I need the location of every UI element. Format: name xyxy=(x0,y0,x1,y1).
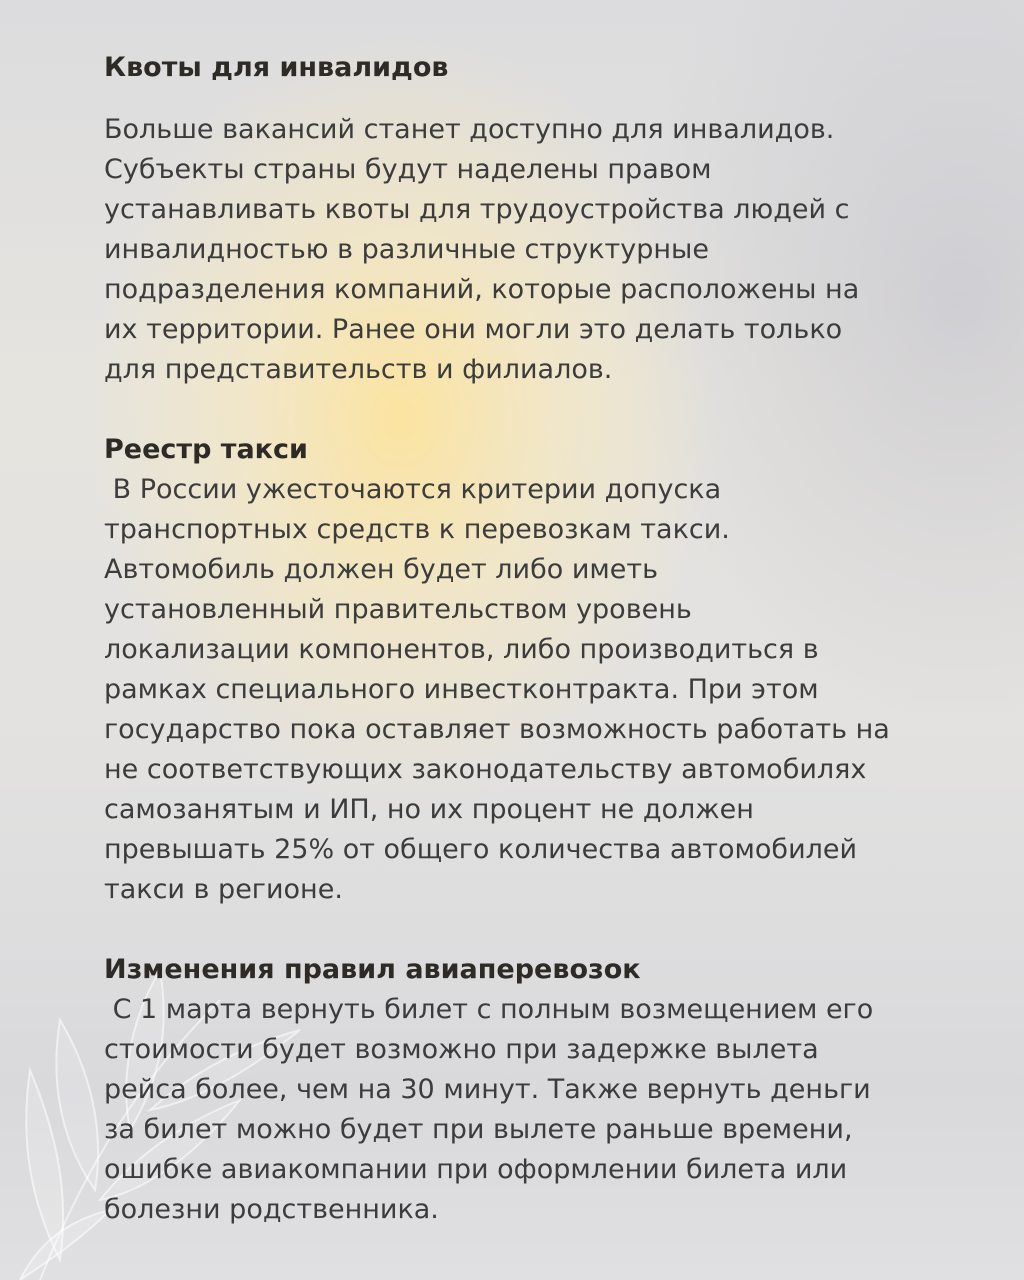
section-air-travel-rules xyxy=(104,950,984,1230)
section-heading: Квоты для инвалидов xyxy=(104,52,449,83)
section-body: Больше вакансий станет доступно для инвалидов. Субъекты страны будут наделены правом устанавливать квоты для трудоустройства людей с инвалидностью в различные структурные подразделения компаний, которые расположены на их территории. Ранее они могли это делать только для представительств и филиалов. xyxy=(104,114,860,385)
section-disability-quotas xyxy=(104,48,984,390)
document-content xyxy=(104,48,984,1230)
section-heading: Изменения правил авиаперевозок xyxy=(104,954,641,985)
section-heading: Реестр такси xyxy=(104,434,308,465)
section-body: С 1 марта вернуть билет с полным возмещением его стоимости будет возможно при задержке вылета рейса более, чем на 30 минут. Также вернуть деньги за билет можно будет при вылете раньше времени, ошибке авиакомпании при оформлении билета или болезни родственника. xyxy=(104,994,874,1225)
section-body: В России ужесточаются критерии допуска транспортных средств к перевозкам такси. Автомобиль должен будет либо иметь установленный правительством уровень локализации компонентов, либо производиться в рамках специального инвестконтракта. При этом государство пока оставляет возможность работать на не соответствующих законодательству автомобилях самозанятым и ИП, но их процент не должен превышать 25% от общего количества автомобилей такси в регионе. xyxy=(104,474,890,905)
section-taxi-registry xyxy=(104,430,984,910)
